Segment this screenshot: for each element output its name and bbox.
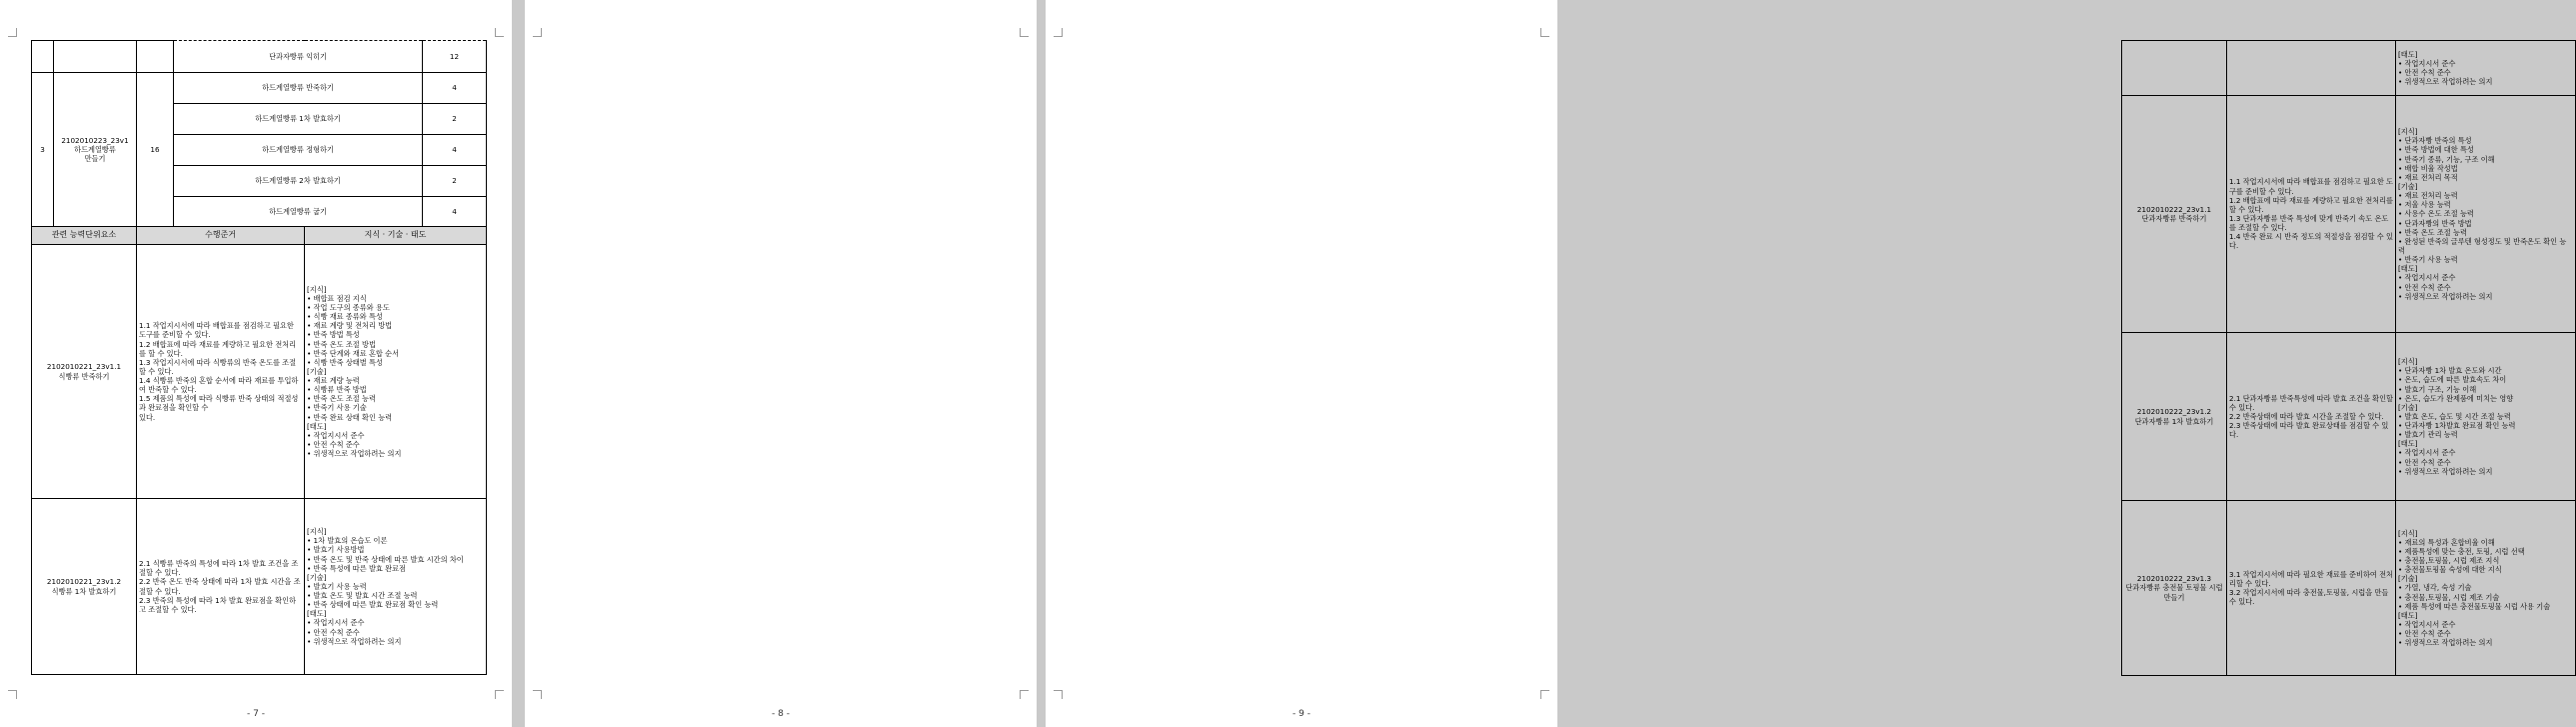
crop-mark	[1540, 28, 1549, 37]
performance-criteria: 2.1 식빵류 반죽의 특성에 따라 1차 발효 조건을 조절할 수 있다. 2.2 반죽 온도 반죽 상태에 따라 1차 발효 시간을 조절할 수 있다. 2.3 반죽의 특성에 따라 1차 발효 완료점을 확인하고 조절할 수 있다.	[137, 499, 305, 675]
performance-criteria: 1.1 작업지시서에 따라 배합표를 점검하고 필요한 도구를 준비할 수 있다. 1.2 배합표에 따라 재료를 계량하고 필요한 전처리를 할 수 있다. 1.3 단과자빵류 반죽 특성에 맞게 반죽기 속도 온도를 조절할 수 있다. 1.4 반죽 완료 시 반죽 정도의 적절성을 점검할 수 있다.	[2227, 96, 2396, 333]
header-ksa: 지식 · 기술 · 태도	[305, 227, 487, 245]
header-unit-element: 관련 능력단위요소	[32, 227, 137, 245]
knowledge-skill-attitude: [지식] • 1차 발효의 온습도 이론 • 발효기 사용방법 • 반죽 온도 및 반죽 상태에 따른 발효 시간의 차이 • 반죽 특성에 따른 발효 완료점 [기술] • 발효기 사용 능력 • 발효 온도 및 발효 시간 조절 능력 • 반죽 상태에 따른 발효 완료점 확인 능력 [태도] • 작업지시서 준수 • 안전 수칙 준수 • 위생적으로 작업하려는 의지	[305, 499, 487, 675]
page-number: - 8 -	[772, 709, 790, 719]
page-8	[525, 0, 1037, 727]
unit-code: 2102010223_23v1 하드계열빵류 만들기	[54, 73, 137, 227]
table-header	[32, 227, 487, 245]
unit-element: 2102010221_23v1.2 식빵류 1차 발효하기	[32, 499, 137, 675]
table-row	[2122, 333, 2576, 501]
module-hours: 4	[423, 73, 487, 104]
crop-mark	[8, 28, 17, 37]
table-row	[32, 499, 487, 675]
table-row	[2122, 96, 2576, 333]
ksa-table	[2121, 40, 2576, 676]
knowledge-skill-attitude: [지식] • 재료의 특성과 혼합비율 이해 • 제품특성에 맞는 충전, 토핑, 시럽 선택 • 충전물,토핑물, 시럽 제조 지식 • 충전물토핑물 숙성에 대한 지식 [기술] • 가열, 냉각, 숙성 기술 • 충전물,토핑물, 시럽 제조 기술 • 제품 특성에 따른 충전물토핑물 시럽 사용 기술 [태도] • 작업지시서 준수 • 안전 수칙 준수 • 위생적으로 작업하려는 의지	[2396, 501, 2576, 676]
unit-element: 2102010222_23v1.1 단과자빵류 반죽하기	[2122, 96, 2227, 333]
performance-criteria: 3.1 작업지시서에 따라 필요한 재료를 준비하여 전처리할 수 있다. 3.2 작업지시서에 따라 충전물,토핑물, 시럽을 만들 수 있다.	[2227, 501, 2396, 676]
module-hours: 4	[423, 135, 487, 166]
module-name: 단과자빵류 익히기	[174, 41, 423, 73]
module-hours: 2	[423, 104, 487, 135]
crop-mark	[1540, 690, 1549, 699]
crop-mark	[1054, 690, 1063, 699]
module-name: 하드계열빵류 굽기	[174, 197, 423, 227]
module-name: 하드계열빵류 1차 발효하기	[174, 104, 423, 135]
performance-criteria: 2.1 단과자빵류 반죽특성에 따라 발효 조건을 확인할 수 있다. 2.2 반죽상태에 따라 발효 시간을 조절할 수 있다. 2.3 반죽상태에 따라 발효 완료상태를 점검할 수 있다.	[2227, 333, 2396, 501]
table-row	[32, 41, 487, 73]
crop-mark	[533, 690, 542, 699]
page-number: - 7 -	[247, 709, 265, 719]
table-row	[2122, 501, 2576, 676]
unit-element	[2122, 41, 2227, 96]
performance-criteria: 1.1 작업지시서에 따라 배합표를 점검하고 필요한 도구를 준비할 수 있다. 1.2 배합표에 따라 재료를 계량하고 필요한 전처리를 할 수 있다. 1.3 작업지시서에 따라 식빵류의 반죽 온도를 조절할 수 있다. 1.4 식빵류 반죽의 혼합 순서에 따라 재료를 투입하여 반죽할 수 있다. 1.5 제품의 특성에 따라 식빵류 반죽 상태의 적절성과 완료점을 확인할 수 있다.	[137, 245, 305, 499]
crop-mark	[533, 28, 542, 37]
performance-criteria	[2227, 41, 2396, 96]
crop-mark	[495, 28, 504, 37]
table-row	[32, 245, 487, 499]
knowledge-skill-attitude: [지식] • 단과자빵 1차 발효 온도와 시간 • 온도, 습도에 따른 발효속도 차이 • 발효기 구조, 기능 이해 • 온도, 습도가 완제품에 미치는 영향 [기술] • 발효 온도, 습도 및 시간 조절 능력 • 단과자빵 1차발효 완료점 확인 능력 • 발효기 관리 능력 [태도] • 작업지시서 준수 • 안전 수칙 준수 • 위생적으로 작업하려는 의지	[2396, 333, 2576, 501]
module-hours: 2	[423, 166, 487, 197]
module-hours: 12	[423, 41, 487, 73]
curriculum-table	[31, 40, 487, 675]
module-hours: 4	[423, 197, 487, 227]
module-name: 하드계열빵류 반죽하기	[174, 73, 423, 104]
header-criteria: 수행준거	[137, 227, 305, 245]
crop-mark	[495, 690, 504, 699]
table-row	[2122, 41, 2576, 96]
unit-element: 2102010222_23v1.2 단과자빵류 1차 발효하기	[2122, 333, 2227, 501]
page-9	[1046, 0, 2567, 727]
page-number: - 9 -	[1292, 709, 1310, 719]
knowledge-skill-attitude: [지식] • 배합표 점검 지식 • 작업 도구의 종류와 용도 • 식빵 재료 종류와 특성 • 재료 계량 및 전처리 방법 • 반죽 방법 특성 • 반죽 온도 조절 방법 • 반죽 단계와 재료 혼합 순서 • 식빵 반죽 상태별 특성 [기술] • 재료 계량 능력 • 식빵류 반죽 방법 • 반죽 온도 조절 능력 • 반죽기 사용 기술 • 반죽 완료 상태 확인 능력 [태도] • 작업지시서 준수 • 안전 수칙 준수 • 위생적으로 작업하려는 의지	[305, 245, 487, 499]
module-name: 하드계열빵류 정형하기	[174, 135, 423, 166]
unit-element: 2102010222_23v1.3 단과자빵류 충전물 토핑물 시럽 만들기	[2122, 501, 2227, 676]
crop-mark	[1020, 28, 1029, 37]
table-row	[32, 73, 487, 104]
unit-no: 3	[32, 73, 54, 227]
module-name: 하드계열빵류 2차 발효하기	[174, 166, 423, 197]
crop-mark	[8, 690, 17, 699]
unit-element: 2102010221_23v1.1 식빵류 반죽하기	[32, 245, 137, 499]
crop-mark	[1054, 28, 1063, 37]
unit-total-hours: 16	[137, 73, 174, 227]
page-7	[0, 0, 512, 727]
knowledge-skill-attitude: [태도] • 작업지시서 준수 • 안전 수칙 준수 • 위생적으로 작업하려는 의지	[2396, 41, 2576, 96]
crop-mark	[1020, 690, 1029, 699]
knowledge-skill-attitude: [지식] • 단과자빵 반죽의 특성 • 반죽 방법에 대한 특성 • 반죽기 종류, 기능, 구조 이해 • 배합 비율 작성법 • 재료 전처리 목적 [기술] • 재료 전처리 능력 • 저울 사용 능력 • 사용수 온도 조절 능력 • 단과자빵의 반죽 방법 • 반죽 온도 조절 능력 • 완성된 반죽의 글루텐 형성정도 및 반죽온도 확인 능력 • 반죽기 사용 능력 [태도] • 작업지시서 준수 • 안전 수칙 준수 • 위생적으로 작업하려는 의지	[2396, 96, 2576, 333]
